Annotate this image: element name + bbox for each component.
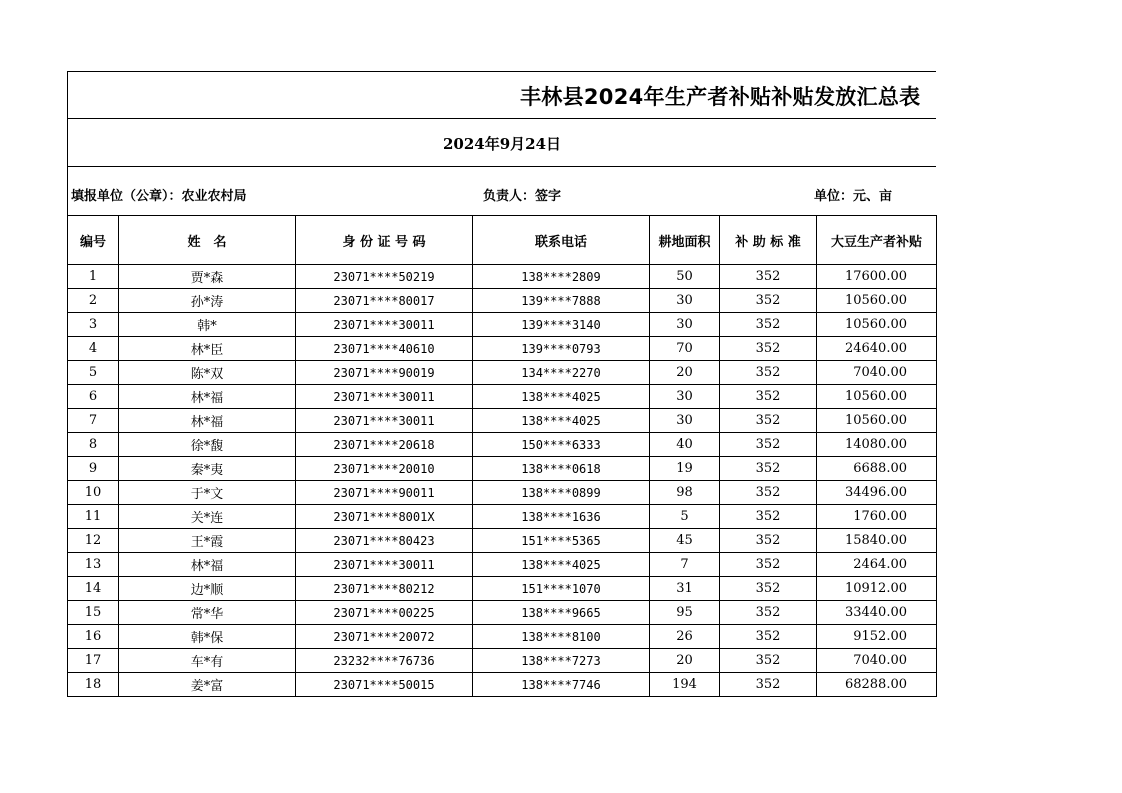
subsidy-amount-cell: 1760.00: [817, 505, 937, 529]
header-name: 姓 名: [119, 216, 296, 265]
row-number-cell: 1: [68, 265, 119, 289]
farmer-name-cell: 王*霞: [119, 529, 296, 553]
row-number-cell: 3: [68, 313, 119, 337]
phone-number-cell: 138****7746: [473, 673, 650, 697]
id-number-cell: 23071****40610: [296, 337, 473, 361]
farmland-area-cell: 31: [650, 577, 720, 601]
subsidy-standard-cell: 352: [720, 313, 817, 337]
row-number-cell: 7: [68, 409, 119, 433]
row-number-cell: 14: [68, 577, 119, 601]
subsidy-standard-cell: 352: [720, 265, 817, 289]
row-number-cell: 16: [68, 625, 119, 649]
farmer-name-cell: 秦*夷: [119, 457, 296, 481]
table-body: [68, 265, 937, 697]
row-number-cell: 2: [68, 289, 119, 313]
row-number-cell: 9: [68, 457, 119, 481]
id-number-cell: 23071****30011: [296, 553, 473, 577]
farmland-area-cell: 95: [650, 601, 720, 625]
table-row: [68, 337, 937, 361]
phone-number-cell: 138****0899: [473, 481, 650, 505]
phone-number-cell: 139****0793: [473, 337, 650, 361]
row-number-cell: 18: [68, 673, 119, 697]
farmland-area-cell: 194: [650, 673, 720, 697]
row-number-cell: 4: [68, 337, 119, 361]
table-row: [68, 577, 937, 601]
table-header-row: [68, 216, 937, 265]
farmland-area-cell: 20: [650, 361, 720, 385]
sheet-date: 2024年9月24日: [442, 135, 562, 153]
subsidy-amount-cell: 24640.00: [817, 337, 937, 361]
id-number-cell: 23232****76736: [296, 649, 473, 673]
phone-number-cell: 138****7273: [473, 649, 650, 673]
subsidy-standard-cell: 352: [720, 553, 817, 577]
table-row: [68, 265, 937, 289]
farmer-name-cell: 徐*馥: [119, 433, 296, 457]
farmland-area-cell: 30: [650, 409, 720, 433]
subsidy-standard-cell: 352: [720, 361, 817, 385]
row-number-cell: 8: [68, 433, 119, 457]
phone-number-cell: 139****3140: [473, 313, 650, 337]
farmer-name-cell: 姜*富: [119, 673, 296, 697]
farmland-area-cell: 40: [650, 433, 720, 457]
farmer-name-cell: 边*顺: [119, 577, 296, 601]
subsidy-amount-cell: 15840.00: [817, 529, 937, 553]
table-row: [68, 553, 937, 577]
table-row: [68, 529, 937, 553]
phone-number-cell: 134****2270: [473, 361, 650, 385]
id-number-cell: 23071****00225: [296, 601, 473, 625]
subsidy-amount-cell: 10912.00: [817, 577, 937, 601]
id-number-cell: 23071****20618: [296, 433, 473, 457]
phone-number-cell: 138****0618: [473, 457, 650, 481]
subsidy-standard-cell: 352: [720, 457, 817, 481]
subsidy-amount-cell: 7040.00: [817, 649, 937, 673]
phone-number-cell: 138****9665: [473, 601, 650, 625]
subsidy-standard-cell: 352: [720, 337, 817, 361]
subsidy-summary-sheet: [67, 71, 936, 697]
id-number-cell: 23071****30011: [296, 409, 473, 433]
id-number-cell: 23071****20072: [296, 625, 473, 649]
farmer-name-cell: 车*有: [119, 649, 296, 673]
table-row: [68, 505, 937, 529]
table-row: [68, 481, 937, 505]
subsidy-standard-cell: 352: [720, 289, 817, 313]
row-number-cell: 6: [68, 385, 119, 409]
farmer-name-cell: 林*福: [119, 385, 296, 409]
header-id-number: 身 份 证 号 码: [296, 216, 473, 265]
responsible-person: 负责人：签字: [483, 189, 562, 204]
phone-number-cell: 139****7888: [473, 289, 650, 313]
row-number-cell: 11: [68, 505, 119, 529]
subsidy-standard-cell: 352: [720, 385, 817, 409]
id-number-cell: 23071****80423: [296, 529, 473, 553]
row-number-cell: 13: [68, 553, 119, 577]
farmland-area-cell: 98: [650, 481, 720, 505]
subsidy-amount-cell: 33440.00: [817, 601, 937, 625]
phone-number-cell: 150****6333: [473, 433, 650, 457]
farmland-area-cell: 20: [650, 649, 720, 673]
unit-note: 单位：元、亩: [814, 189, 893, 204]
date-row: [67, 119, 936, 167]
id-number-cell: 23071****30011: [296, 313, 473, 337]
table-row: [68, 433, 937, 457]
phone-number-cell: 151****5365: [473, 529, 650, 553]
subsidy-amount-cell: 7040.00: [817, 361, 937, 385]
farmer-name-cell: 林*福: [119, 409, 296, 433]
farmland-area-cell: 30: [650, 289, 720, 313]
phone-number-cell: 138****8100: [473, 625, 650, 649]
subsidy-standard-cell: 352: [720, 625, 817, 649]
subsidy-amount-cell: 10560.00: [817, 385, 937, 409]
phone-number-cell: 151****1070: [473, 577, 650, 601]
phone-number-cell: 138****4025: [473, 553, 650, 577]
id-number-cell: 23071****50015: [296, 673, 473, 697]
subsidy-standard-cell: 352: [720, 601, 817, 625]
reporting-unit: 填报单位（公章）：农业农村局: [71, 189, 247, 204]
subsidy-standard-cell: 352: [720, 649, 817, 673]
id-number-cell: 23071****90019: [296, 361, 473, 385]
table-row: [68, 601, 937, 625]
farmer-name-cell: 关*连: [119, 505, 296, 529]
subsidy-standard-cell: 352: [720, 409, 817, 433]
subsidy-table: [67, 215, 937, 697]
subsidy-standard-cell: 352: [720, 577, 817, 601]
farmland-area-cell: 45: [650, 529, 720, 553]
subsidy-standard-cell: 352: [720, 529, 817, 553]
table-row: [68, 409, 937, 433]
id-number-cell: 23071****30011: [296, 385, 473, 409]
header-farmland-area: 耕地面积: [650, 216, 720, 265]
farmer-name-cell: 孙*涛: [119, 289, 296, 313]
farmland-area-cell: 5: [650, 505, 720, 529]
farmland-area-cell: 7: [650, 553, 720, 577]
id-number-cell: 23071****80017: [296, 289, 473, 313]
subsidy-standard-cell: 352: [720, 433, 817, 457]
row-number-cell: 15: [68, 601, 119, 625]
row-number-cell: 12: [68, 529, 119, 553]
farmland-area-cell: 30: [650, 313, 720, 337]
id-number-cell: 23071****80212: [296, 577, 473, 601]
farmland-area-cell: 19: [650, 457, 720, 481]
phone-number-cell: 138****4025: [473, 409, 650, 433]
id-number-cell: 23071****90011: [296, 481, 473, 505]
table-row: [68, 457, 937, 481]
header-number: 编号: [68, 216, 119, 265]
header-soybean-subsidy: 大豆生产者补贴: [817, 216, 937, 265]
row-number-cell: 17: [68, 649, 119, 673]
farmland-area-cell: 70: [650, 337, 720, 361]
subsidy-amount-cell: 10560.00: [817, 409, 937, 433]
sheet-title: 丰林县2024年生产者补贴补贴发放汇总表: [520, 85, 921, 109]
subsidy-amount-cell: 9152.00: [817, 625, 937, 649]
row-number-cell: 10: [68, 481, 119, 505]
farmer-name-cell: 韩*: [119, 313, 296, 337]
subsidy-amount-cell: 10560.00: [817, 289, 937, 313]
subsidy-standard-cell: 352: [720, 505, 817, 529]
table-row: [68, 625, 937, 649]
header-phone: 联系电话: [473, 216, 650, 265]
farmer-name-cell: 陈*双: [119, 361, 296, 385]
phone-number-cell: 138****1636: [473, 505, 650, 529]
subsidy-amount-cell: 68288.00: [817, 673, 937, 697]
id-number-cell: 23071****20010: [296, 457, 473, 481]
farmer-name-cell: 韩*保: [119, 625, 296, 649]
subsidy-amount-cell: 14080.00: [817, 433, 937, 457]
phone-number-cell: 138****2809: [473, 265, 650, 289]
header-subsidy-standard: 补 助 标 准: [720, 216, 817, 265]
info-row: [67, 167, 936, 215]
row-number-cell: 5: [68, 361, 119, 385]
farmer-name-cell: 常*华: [119, 601, 296, 625]
table-row: [68, 313, 937, 337]
table-row: [68, 361, 937, 385]
table-row: [68, 649, 937, 673]
farmland-area-cell: 26: [650, 625, 720, 649]
subsidy-amount-cell: 17600.00: [817, 265, 937, 289]
subsidy-standard-cell: 352: [720, 673, 817, 697]
farmer-name-cell: 林*臣: [119, 337, 296, 361]
id-number-cell: 23071****8001X: [296, 505, 473, 529]
farmer-name-cell: 贾*森: [119, 265, 296, 289]
id-number-cell: 23071****50219: [296, 265, 473, 289]
phone-number-cell: 138****4025: [473, 385, 650, 409]
table-row: [68, 289, 937, 313]
subsidy-amount-cell: 34496.00: [817, 481, 937, 505]
farmland-area-cell: 30: [650, 385, 720, 409]
subsidy-amount-cell: 2464.00: [817, 553, 937, 577]
farmer-name-cell: 林*福: [119, 553, 296, 577]
table-row: [68, 385, 937, 409]
farmland-area-cell: 50: [650, 265, 720, 289]
subsidy-amount-cell: 6688.00: [817, 457, 937, 481]
title-row: [67, 71, 936, 119]
subsidy-standard-cell: 352: [720, 481, 817, 505]
table-row: [68, 673, 937, 697]
farmer-name-cell: 于*文: [119, 481, 296, 505]
subsidy-amount-cell: 10560.00: [817, 313, 937, 337]
